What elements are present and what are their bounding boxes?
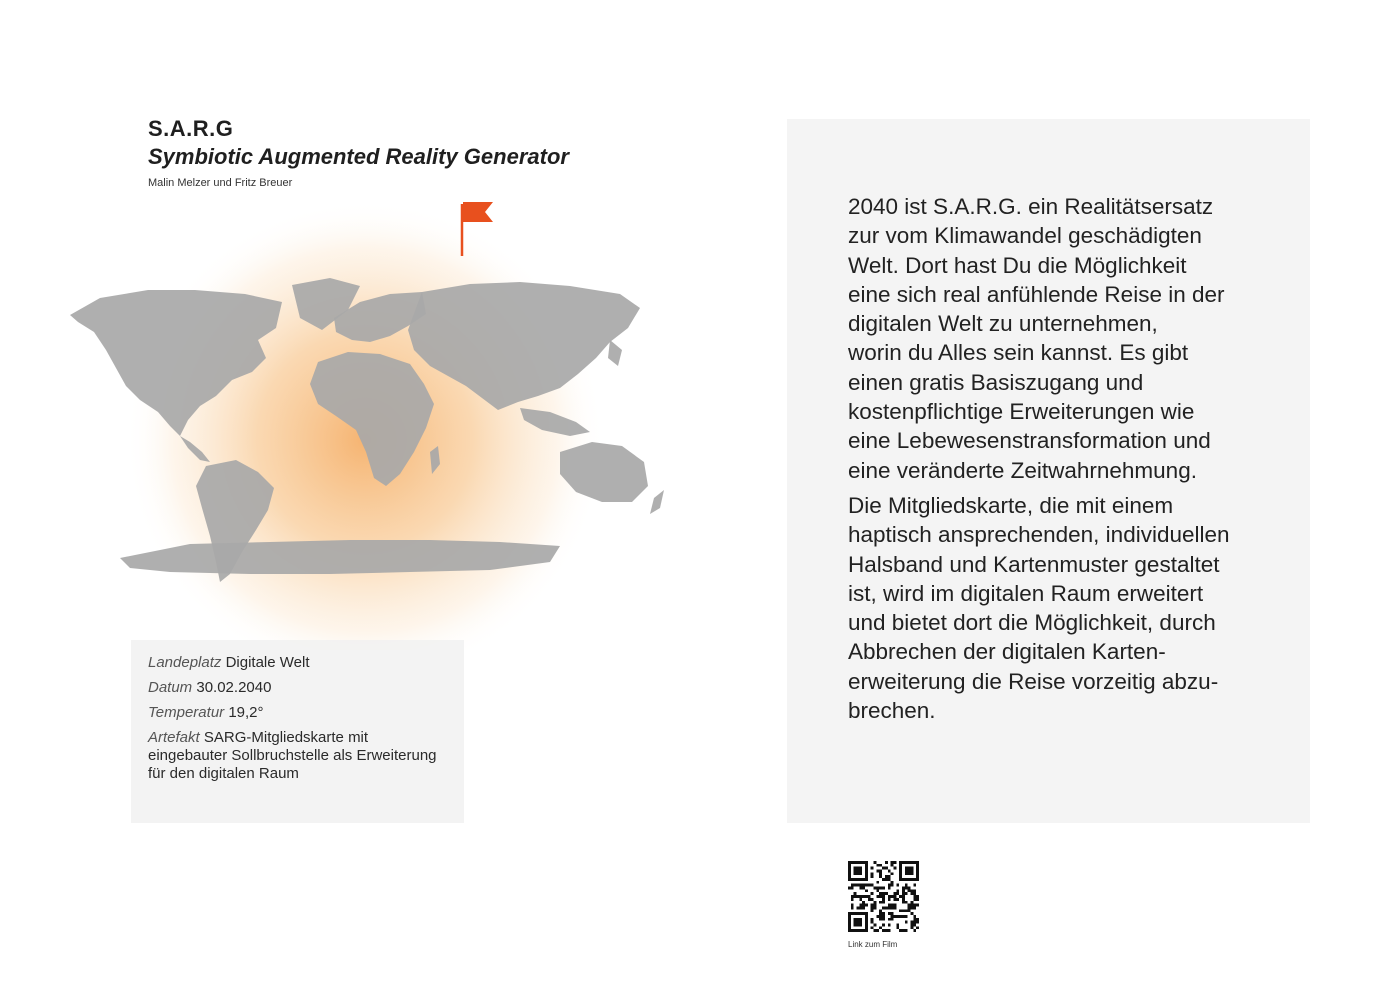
page-title: S.A.R.G xyxy=(148,116,234,141)
info-value: 19,2° xyxy=(228,704,264,721)
info-box xyxy=(131,640,464,823)
info-value: Digitale Welt xyxy=(225,654,310,671)
world-map-icon xyxy=(30,190,710,650)
info-key: Datum xyxy=(148,679,193,696)
info-row-datum xyxy=(148,679,448,697)
qr-code-icon[interactable] xyxy=(848,861,919,932)
info-row-artefakt xyxy=(148,729,448,783)
info-value: 30.02.2040 xyxy=(196,679,272,696)
authors: Malin Melzer und Fritz Breuer xyxy=(148,177,293,189)
info-value: SARG-Mitgliedskarte mit eingebauter Sollbruchstelle als Erweiterung für den digitalen Raum xyxy=(148,729,437,782)
info-key: Temperatur xyxy=(148,704,225,721)
page-subtitle: Symbiotic Augmented Reality Generator xyxy=(148,144,569,169)
paragraph-membership-card: Die Mitgliedskarte, die mit einem haptisch ansprechenden, individuellen Halsband und Kartenmuster gestaltet ist, wird im digitalen Raum erweitert und bietet dort die Möglichkeit, durch Abbrechen der digitalen Karten- erweiterung die Reise vorzeitig abzu- brechen. xyxy=(848,492,1230,724)
qr-caption: Link zum Film xyxy=(848,940,898,949)
info-key: Artefakt xyxy=(148,729,200,746)
paragraph-intro: 2040 ist S.A.R.G. ein Realitätsersatz zur vom Klimawandel geschädigten Welt. Dort hast Du die Möglichkeit eine sich real anfühlende Reise in der digitalen Welt zu unternehmen, worin du Alles sein kannst. Es gibt einen gratis Basiszugang und kostenpflichtige Erweiterungen wie eine Lebewesenstransformation und eine veränderte Zeitwahrnehmung. xyxy=(848,194,1225,483)
info-row-landeplatz xyxy=(148,654,448,672)
info-row-temperatur xyxy=(148,704,448,722)
text-panel xyxy=(787,119,1310,823)
info-key: Landeplatz xyxy=(148,654,222,671)
